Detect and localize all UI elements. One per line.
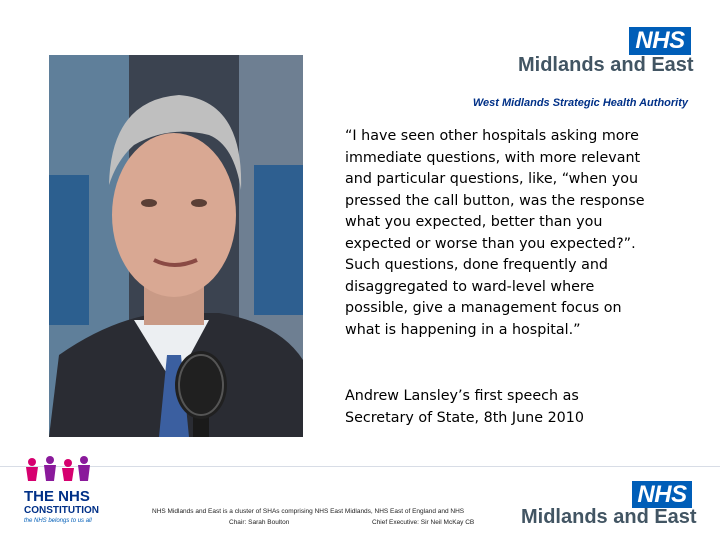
quote-text: “I have seen other hospitals asking more immediate questions, with more relevant and particular questions, like, “when you pressed the call button, was the response what you expected, better than you expected or worse than you expected?”. Such questions, done frequently and disaggregated to ward-level where possible, give a management focus on what is happening in a hospital.” [345,128,645,338]
footer-ceo: Chief Executive: Sir Neil McKay CB [372,519,475,526]
nhs-logo-badge: NHS [629,27,691,55]
footer-divider [0,466,720,467]
people-figures-icon [26,456,90,481]
footer-cluster-note: NHS Midlands and East is a cluster of SHAs comprising NHS East Midlands, NHS East of England and NHS [152,508,465,515]
footer-chair: Chair: Sarah Boulton [229,519,290,526]
sub-org-name: West Midlands Strategic Health Authority [472,97,688,109]
constitution-subtitle: CONSTITUTION [24,505,99,516]
footer-org-name: Midlands and East [521,506,697,528]
constitution-tagline: the NHS belongs to us all [24,518,92,524]
quote-attribution: Andrew Lansley’s first speech as Secretary of State, 8th June 2010 [345,388,584,426]
org-name: Midlands and East [518,54,694,76]
portrait-photo [49,55,303,437]
nhs-constitution-logo [22,455,102,527]
footer-nhs-logo-badge: NHS [632,481,692,508]
constitution-title: THE NHS [24,488,90,505]
